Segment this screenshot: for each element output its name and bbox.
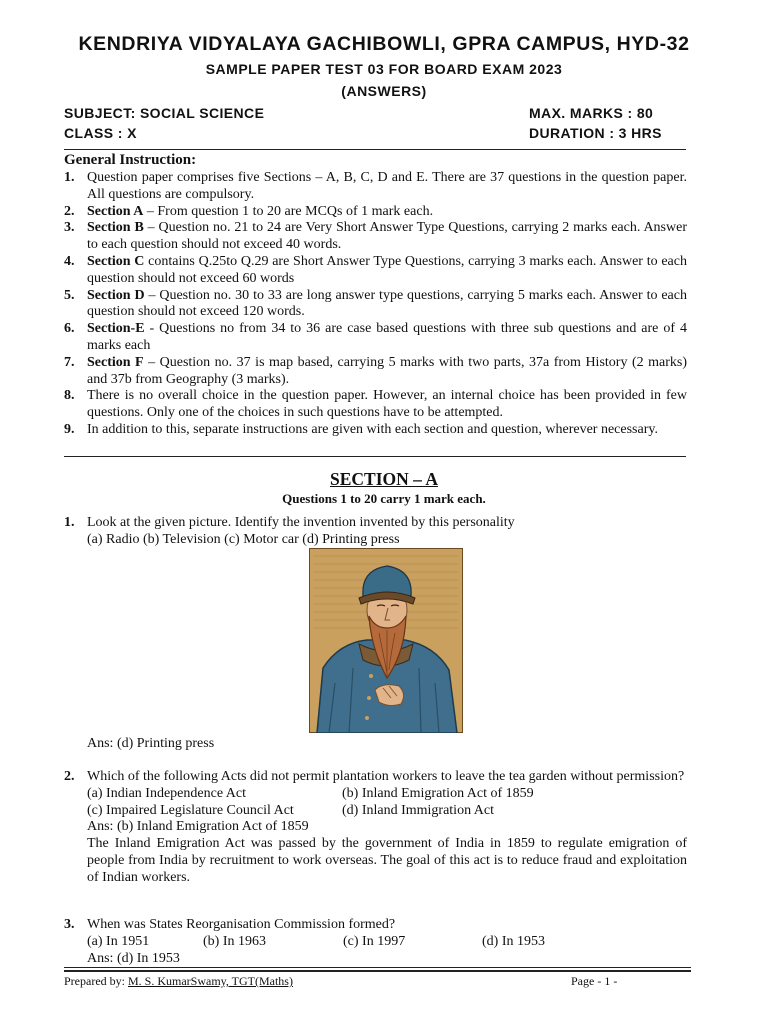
general-instruction-title: General Instruction: (64, 152, 197, 168)
question-text: Look at the given picture. Identify the invention invented by this personality (87, 515, 515, 530)
instruction-number: 1. (64, 170, 75, 185)
instruction-number: 4. (64, 253, 75, 269)
question-number: 2. (64, 769, 75, 784)
question-2 (64, 769, 687, 887)
option-c: (c) Impaired Legislature Council Act (87, 802, 294, 818)
max-marks-label: MAX. MARKS : 80 (529, 105, 654, 121)
footer-divider (64, 967, 691, 968)
section-title (0, 469, 768, 490)
instruction-item (64, 254, 687, 288)
instruction-number: 9. (64, 421, 75, 437)
instruction-number: 8. (64, 388, 75, 404)
instruction-bold: Section-E (87, 321, 145, 337)
question-3 (64, 917, 687, 967)
subject-label: SUBJECT: SOCIAL SCIENCE (64, 105, 265, 121)
answers-label: (ANSWERS) (341, 83, 427, 99)
question-number: 1. (64, 515, 75, 530)
option-a: (a) In 1951 (87, 933, 150, 949)
exam-title: SAMPLE PAPER TEST 03 FOR BOARD EXAM 2023 (205, 61, 563, 77)
instruction-text: Question paper comprises five Sections – A, B, C, D and E. There are 37 questions in the question paper. All questions are compulsory. (87, 170, 687, 202)
section-title-text: SECTION – A (330, 469, 438, 489)
instruction-item (64, 422, 687, 439)
instruction-bold: Section F (87, 354, 144, 370)
instruction-item (64, 288, 687, 322)
option-d: (d) Inland Immigration Act (342, 802, 495, 818)
option-d: (d) In 1953 (482, 933, 545, 949)
instruction-item (64, 355, 687, 389)
question-text: Which of the following Acts did not permit plantation workers to leave the tea garden without permission? (87, 769, 685, 784)
prepared-label: Prepared by: (64, 974, 128, 988)
instruction-text: – Question no. 30 to 33 are long answer type questions, carrying 5 marks each. Answer to each question should not exceed 120 words. (87, 287, 687, 320)
instruction-bold: Section C (87, 253, 145, 269)
instruction-bold: Section A (87, 203, 144, 219)
instruction-item (64, 220, 687, 254)
instruction-item (64, 204, 687, 221)
instruction-text: - Questions no from 34 to 36 are case based questions with three sub questions and are of 4 marks each (87, 321, 687, 353)
page-number: Page - 1 - (571, 974, 618, 988)
question-number: 3. (64, 917, 75, 932)
instruction-text: – Question no. 21 to 24 are Very Short Answer Type Questions, carrying 2 marks each. Answer to each question should not exceed 40 words. (87, 220, 687, 253)
instruction-number: 7. (64, 354, 75, 370)
instruction-list (64, 170, 687, 439)
instruction-text: – Question no. 37 is map based, carrying 5 marks with two parts, 37a from History (2 marks) and 37b from Geography (3 marks). (87, 354, 687, 387)
school-name: KENDRIYA VIDYALAYA GACHIBOWLI, GPRA CAMPUS, HYD-32 (78, 33, 690, 55)
instructions-divider (64, 456, 686, 457)
instruction-text: – From question 1 to 20 are MCQs of 1 mark each. (143, 203, 434, 219)
footer-prepared-by (64, 974, 293, 989)
option-b: (b) In 1963 (203, 933, 266, 949)
answer-explanation: The Inland Emigration Act was passed by the government of India in 1859 to regulate emigration of people from India by recruitment to work overseas. The goal of this act is to reduce fraud and exploitation of Indian workers. (87, 836, 687, 885)
footer-divider-thick (64, 970, 691, 972)
answer-text: Ans: (b) Inland Emigration Act of 1859 (87, 819, 309, 835)
instruction-item (64, 321, 687, 355)
gutenberg-portrait-image (309, 548, 463, 733)
option-a: (a) Indian Independence Act (87, 785, 246, 801)
answer-text: Ans: (d) Printing press (87, 736, 215, 751)
option-c: (c) In 1997 (343, 933, 406, 949)
instruction-item (64, 388, 687, 422)
option-b: (b) Inland Emigration Act of 1859 (342, 785, 534, 801)
question-1 (64, 515, 687, 549)
instruction-item (64, 170, 687, 204)
instruction-bold: Section B (87, 220, 144, 236)
answer-text: Ans: (d) In 1953 (87, 950, 180, 966)
question-options: (a) Radio (b) Television (c) Motor car (d) Printing press (87, 531, 400, 547)
section-subtitle: Questions 1 to 20 carry 1 mark each. (282, 491, 486, 506)
author-name: M. S. KumarSwamy, TGT(Maths) (127, 974, 293, 988)
instruction-text: There is no overall choice in the question paper. However, an internal choice has been provided in few questions. Only one of the choices in such questions have to be attempted. (87, 388, 687, 421)
instruction-text: contains Q.25to Q.29 are Short Answer Type Questions, carrying 3 marks each. Answer to each question should not exceed 60 words (87, 253, 687, 286)
instruction-number: 5. (64, 287, 75, 303)
duration-label: DURATION : 3 HRS (529, 125, 662, 141)
header-divider (64, 149, 686, 150)
instruction-number: 3. (64, 220, 75, 236)
instruction-bold: Section D (87, 287, 145, 303)
instruction-text: In addition to this, separate instructions are given with each section and question, wherever necessary. (87, 421, 658, 437)
instruction-number: 6. (64, 321, 75, 337)
instruction-number: 2. (64, 203, 75, 219)
class-label: CLASS : X (64, 125, 137, 141)
question-text: When was States Reorganisation Commission formed? (87, 917, 396, 932)
question-1-answer (64, 736, 687, 753)
